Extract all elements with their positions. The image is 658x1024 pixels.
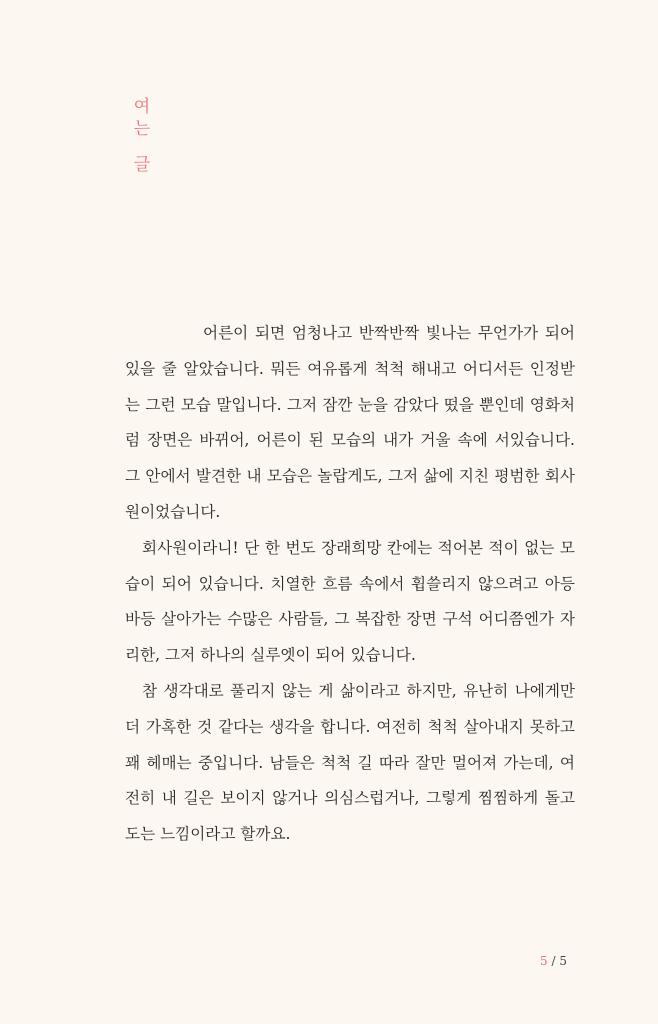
paragraph: 어른이 되면 엄청나고 반짝반짝 빛나는 무언가가 되어 있을 줄 알았습니다. 뭐든 여유롭게 척척 해내고 어디서든 인정받는 그런 모습 말입니다. 그저 잠깐 눈을 감았다 떴을 뿐인데 영화처럼 장면은 바뀌어, 어른이 된 모습의 내가 거울 속에 서있습니다. 그 안에서 발견한 내 모습은 놀랍게도, 그저 삶에 지친 평범한 회사원이었습니다. [125,324,575,521]
page-separator: / [547,954,560,968]
paragraph: 참 생각대로 풀리지 않는 게 삶이라고 하지만, 유난히 나에게만 더 가혹한 것 같다는 생각을 합니다. 여전히 척척 살아내지 못하고 꽤 헤매는 중입니다. 남들은 척척 길 따라 잘만 멀어져 가는데, 여전히 내 길은 보이지 않거나 의심스럽거나, 그렇게 찜찜하게 돌고 도는 느낌이라고 할까요. [125,681,575,844]
paragraph: 회사원이라니! 단 한 번도 장래희망 칸에는 적어본 적이 없는 모습이 되어 있습니다. 치열한 흐름 속에서 휩쓸리지 않으려고 아등바등 살아가는 수많은 사람들, 그 복잡한 장면 구석 어디쯤엔가 자리한, 그저 하나의 실루엣이 되어 있습니다. [125,538,575,665]
page-number [540,954,567,968]
section-title [130,96,154,176]
current-page: 5 [540,954,548,968]
body-text [125,316,575,853]
section-title-char: 여 [133,97,151,117]
total-pages: 5 [559,954,567,968]
section-title-char: 는 [133,119,151,139]
section-title-gap [130,140,154,154]
section-title-char: 글 [133,155,151,175]
